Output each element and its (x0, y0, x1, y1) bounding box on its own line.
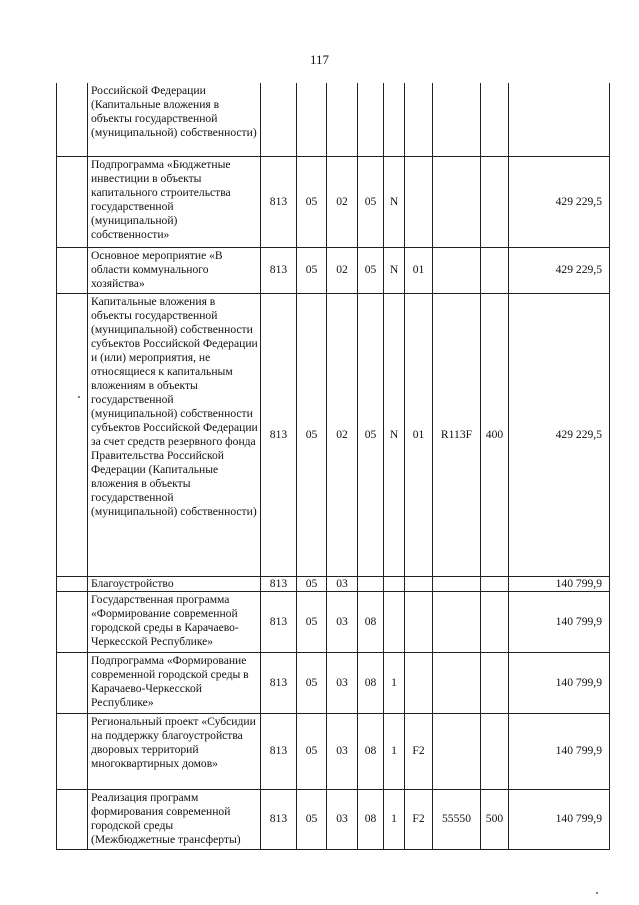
expense-type-code (481, 713, 509, 789)
direction-code (433, 247, 481, 293)
ministry-code: 813 (261, 576, 297, 591)
blank-cell (57, 83, 88, 156)
table-row (57, 156, 610, 247)
expense-type-code (481, 591, 509, 652)
row-name: Благоустройство (88, 576, 261, 591)
activity-code: F2 (405, 713, 433, 789)
table-row (57, 652, 610, 713)
row-name: Российской Федерации (Капитальные вложения в объекты государственной (муниципальной) собственности) (88, 83, 261, 156)
subsection-code (327, 83, 358, 156)
blank-cell (57, 293, 88, 576)
blank-cell (57, 576, 88, 591)
amount: 429 229,5 (509, 156, 610, 247)
subsection-code: 03 (327, 713, 358, 789)
activity-code (405, 576, 433, 591)
row-name: Капитальные вложения в объекты государственной (муниципальной) собственности субъектов Российской Федерации и (или) мероприятия, не относящиеся к капитальным вложениям в объекты государственной (муниципальной) собственности субъектов Российской Федерации за счет средств резервного фонда Правительства Российской Федерации (Капитальные вложения в объекты государственной (муниципальной) собственности) (88, 293, 261, 576)
expense-type-code (481, 652, 509, 713)
section-code: 05 (297, 591, 327, 652)
subsection-code: 02 (327, 293, 358, 576)
activity-code: F2 (405, 789, 433, 849)
program-code (358, 576, 384, 591)
blank-cell (57, 789, 88, 849)
subsection-code: 02 (327, 156, 358, 247)
activity-code (405, 83, 433, 156)
amount (509, 83, 610, 156)
blank-cell (57, 652, 88, 713)
amount: 140 799,9 (509, 713, 610, 789)
table-row (57, 247, 610, 293)
subprogram-code: N (384, 293, 405, 576)
amount: 429 229,5 (509, 293, 610, 576)
subprogram-code (384, 591, 405, 652)
subsection-code: 03 (327, 576, 358, 591)
program-code: 05 (358, 156, 384, 247)
table-row (57, 83, 610, 156)
activity-code (405, 591, 433, 652)
blank-cell (57, 247, 88, 293)
activity-code (405, 156, 433, 247)
row-name: Государственная программа «Формирование современной городской среды в Карачаево-Черкесской Республике» (88, 591, 261, 652)
ministry-code: 813 (261, 652, 297, 713)
table-row (57, 591, 610, 652)
direction-code: 55550 (433, 789, 481, 849)
amount: 140 799,9 (509, 591, 610, 652)
program-code: 08 (358, 591, 384, 652)
expense-type-code: 500 (481, 789, 509, 849)
section-code: 05 (297, 652, 327, 713)
direction-code (433, 83, 481, 156)
subprogram-code (384, 576, 405, 591)
table-row (57, 576, 610, 591)
row-name: Реализация программ формирования современной городской среды (Межбюджетные трансферты) (88, 789, 261, 849)
ministry-code: 813 (261, 591, 297, 652)
subsection-code: 03 (327, 652, 358, 713)
subprogram-code (384, 83, 405, 156)
scan-speck (78, 396, 80, 398)
blank-cell (57, 156, 88, 247)
direction-code: R113F (433, 293, 481, 576)
direction-code (433, 576, 481, 591)
subsection-code: 03 (327, 789, 358, 849)
amount: 429 229,5 (509, 247, 610, 293)
ministry-code: 813 (261, 713, 297, 789)
row-name: Региональный проект «Субсидии на поддержку благоустройства дворовых территорий многоквартирных домов» (88, 713, 261, 789)
blank-cell (57, 591, 88, 652)
direction-code (433, 156, 481, 247)
row-name: Основное мероприятие «В области коммунального хозяйства» (88, 247, 261, 293)
direction-code (433, 713, 481, 789)
amount: 140 799,9 (509, 652, 610, 713)
section-code: 05 (297, 789, 327, 849)
table-row (57, 713, 610, 789)
ministry-code: 813 (261, 156, 297, 247)
expense-type-code (481, 576, 509, 591)
subprogram-code: 1 (384, 789, 405, 849)
expense-type-code (481, 83, 509, 156)
expense-type-code (481, 156, 509, 247)
budget-table (56, 83, 610, 850)
ministry-code: 813 (261, 247, 297, 293)
section-code: 05 (297, 293, 327, 576)
section-code: 05 (297, 713, 327, 789)
expense-type-code: 400 (481, 293, 509, 576)
program-code: 05 (358, 247, 384, 293)
section-code: 05 (297, 247, 327, 293)
subsection-code: 03 (327, 591, 358, 652)
program-code: 05 (358, 293, 384, 576)
amount: 140 799,9 (509, 576, 610, 591)
section-code (297, 83, 327, 156)
direction-code (433, 652, 481, 713)
table-row (57, 293, 610, 576)
ministry-code: 813 (261, 293, 297, 576)
table-row (57, 789, 610, 849)
ministry-code (261, 83, 297, 156)
subprogram-code: 1 (384, 652, 405, 713)
program-code: 08 (358, 652, 384, 713)
ministry-code: 813 (261, 789, 297, 849)
amount: 140 799,9 (509, 789, 610, 849)
section-code: 05 (297, 156, 327, 247)
subprogram-code: 1 (384, 713, 405, 789)
row-name: Подпрограмма «Бюджетные инвестиции в объекты капитального строительства государственной (муниципальной) собственности» (88, 156, 261, 247)
activity-code: 01 (405, 293, 433, 576)
activity-code: 01 (405, 247, 433, 293)
subprogram-code: N (384, 247, 405, 293)
blank-cell (57, 713, 88, 789)
row-name: Подпрограмма «Формирование современной городской среды в Карачаево-Черкесской Республике» (88, 652, 261, 713)
expense-type-code (481, 247, 509, 293)
direction-code (433, 591, 481, 652)
subprogram-code: N (384, 156, 405, 247)
activity-code (405, 652, 433, 713)
program-code: 08 (358, 789, 384, 849)
section-code: 05 (297, 576, 327, 591)
subsection-code: 02 (327, 247, 358, 293)
program-code (358, 83, 384, 156)
page-number: 117 (309, 52, 330, 67)
scan-speck (596, 892, 598, 894)
program-code: 08 (358, 713, 384, 789)
